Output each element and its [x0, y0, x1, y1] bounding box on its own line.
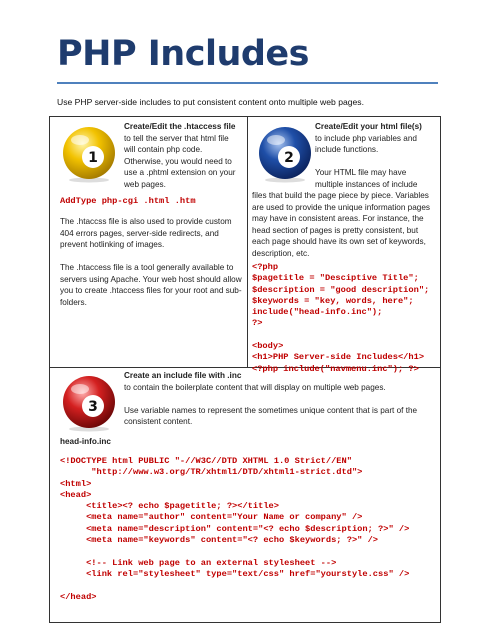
step1-code: AddType php-cgi .html .htm — [60, 196, 196, 206]
ball-1-icon — [60, 125, 118, 183]
step1-paragraph-1: The .htaccss file is also used to provide custom 404 errors pages, server-side redirects, and prevent hotlinking of images. — [60, 217, 232, 250]
ball-3-number: 3 — [88, 399, 98, 415]
step3-code: <!DOCTYPE html PUBLIC "-//W3C//DTD XHTML 1.0 Strict//EN" "http://www.w3.org/TR/xhtml1/DTD/xhtml1-strict.dtd"> <html> <head> <title><? echo $pagetitle; ?></title> <meta name="author" content="Your Name or company" /> <meta name="description" content="<? echo $description; ?>" /> <meta name="keywords" content="<? echo $keywords; ?>" /> <!-- Link web page to an external stylesheet --> <link rel="stylesheet" type="text/css" href="yourstyle.css" /> </head> — [60, 456, 410, 602]
ball-1-number: 1 — [88, 150, 98, 166]
step2-paragraph: files that build the page piece by piece. Variables are used to provide the unique information pages may have in consistent areas. For instance, the head section of pages is pretty consistent, but each page should have its own set of keywords, description, etc. — [252, 191, 430, 258]
ball-2-icon — [256, 125, 314, 183]
step1-description: Create/Edit the .htaccess file to tell the server that html file will contain php code. Otherwise, you would need to use a .phtml extension on your web pages. — [124, 122, 236, 189]
step3-filename: head-info.inc — [60, 437, 111, 446]
step1-paragraph-2: The .htaccess file is a tool generally available to servers using Apache. Your web host should allow you to create .htaccess files for your root and sub- folders. — [60, 263, 242, 307]
step2-description: Create/Edit your html file(s) to include php variables and include functions. Your HTML file may have multiple instances of include — [315, 122, 422, 189]
ball-3-icon — [60, 374, 118, 432]
ball-2-number: 2 — [284, 150, 294, 166]
step2-code: <?php $pagetitle = "Desciptive Title"; $description = "good description"; $keywords = "key, words, here"; include("head-info.inc"); ?> <body> <h1>PHP Server-side Includes</h1> <?php include("navmenu.inc"); ?> — [252, 262, 430, 374]
intro-text: Use PHP server-side includes to put consistent content onto multiple web pages. — [57, 97, 364, 107]
page-title: PHP Includes — [57, 34, 310, 74]
step3-description: Create an include file with .inc to contain the boilerplate content that will display on multiple web pages. Use variable names to represent the sometimes unique content that is part of the consistent content. — [124, 371, 418, 427]
title-underline — [57, 82, 438, 84]
column-divider — [247, 116, 248, 368]
